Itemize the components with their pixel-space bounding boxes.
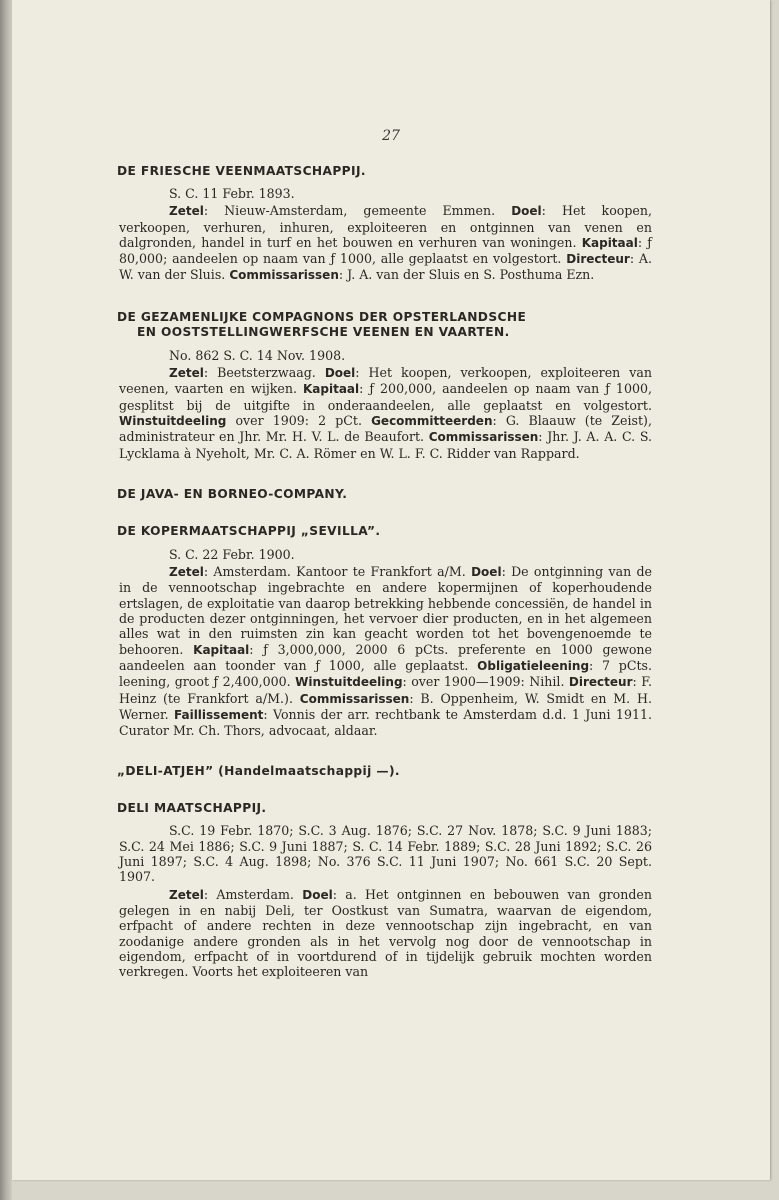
doel-text: : Het koopen, verkoopen, verhuren, inhuren, exploiteeren en ontginnen van venen en dalgronden, handel in turf en het bouwen en verhuren van woningen. xyxy=(119,203,652,250)
zetel-text: : Amsterdam. Kantoor te Frankfort a/M. xyxy=(203,564,466,580)
entry-title-deli: DELI MAATSCHAPPIJ. xyxy=(117,801,267,816)
kapitaal-label: Kapitaal xyxy=(302,382,360,397)
winstuitdeeling-label: Winstuitdeeling xyxy=(295,675,403,690)
commissarissen-text: : J. A. van der Sluis en S. Posthuma Ezn. xyxy=(338,267,595,283)
faillissement-label: Faillissement xyxy=(173,707,264,722)
doel-text: : Het koopen, verkoopen, exploiteeren van veenen, vaarten en wijken. xyxy=(119,365,653,397)
winstuitdeeling-label: Winstuitdeeling xyxy=(119,413,227,428)
zetel-text: : Nieuw-Amsterdam, gemeente Emmen. xyxy=(203,203,496,219)
title-line-1: DE GEZAMENLIJKE COMPAGNONS DER OPSTERLANDSCHE xyxy=(117,309,527,324)
gecommitteerden-label: Gecommitteerden xyxy=(371,413,493,428)
doel-label: Doel xyxy=(324,366,356,381)
gecommitteerden-text: : G. Blaauw (te Zeist), administrateur en Jhr. Mr. H. V. L. de Beaufort. xyxy=(119,412,652,445)
commissarissen-label: Commissarissen xyxy=(229,268,339,283)
zetel-text: : Amsterdam. xyxy=(203,886,294,902)
entry-body-opsterland xyxy=(119,365,652,461)
directeur-text: : A. W. van der Sluis. xyxy=(119,251,652,283)
directeur-label: Directeur xyxy=(566,252,630,267)
kapitaal-text: : ƒ 80,000; aandeelen op naam van ƒ 1000, alle geplaatst en volgestort. xyxy=(119,234,652,267)
kapitaal-label: Kapitaal xyxy=(581,235,638,250)
entry-title-sevilla: DE KOPERMAATSCHAPPIJ „SEVILLA”. xyxy=(117,523,381,538)
zetel-label: Zetel xyxy=(169,565,204,580)
doel-text: : De ontginning van de in de vennootschap ingebrachte en andere kopermijnen of koperhoudende ertslagen, de exploitatie van daarop betrekking hebbende concessiën, de handel in de producten dezer ontginningen, het vervoer dier producten, en in het algemeen alles wat in den ruimsten zin kan geacht worden tot het bovengenoemde te behooren. xyxy=(119,564,652,657)
obligatieleening-label: Obligatieleening xyxy=(477,658,590,673)
commissarissen-text: : B. Oppenheim, W. Smidt en M. H. Werner. xyxy=(119,690,652,722)
book-page xyxy=(12,0,770,1180)
zetel-label: Zetel xyxy=(169,204,204,219)
faillissement-text: : Vonnis der arr. rechtbank te Amsterdam d.d. 1 Juni 1911. Curator Mr. Ch. Thors, advocaat, aldaar. xyxy=(119,706,652,739)
entry-references-deli: S.C. 19 Febr. 1870; S.C. 3 Aug. 1876; S.C. 27 Nov. 1878; S.C. 9 Juni 1883; S.C. 24 Mei 1886; S.C. 9 Juni 1887; S. C. 14 Febr. 1889; S.C. 28 Juni 1892; S.C. 26 Juni 1897; S.C. 4 Aug. 1898; No. 376 S.C. 11 Juni 1907; No. 661 S.C. 20 Sept. 1907. xyxy=(119,823,652,885)
kapitaal-text: : ƒ 3,000,000, 2000 6 pCts. preferente en 1000 gewone aandeelen aan toonder van ƒ 1000, alle geplaatst. xyxy=(119,641,652,673)
title-line-2: EN OOSTSTELLINGWERFSCHE VEENEN EN VAARTEN. xyxy=(137,324,510,339)
directeur-text: : F. Heinz (te Frankfort a/M.). xyxy=(119,674,652,706)
commissarissen-text: : Jhr. J. A. A. C. S. Lycklama à Nyeholt, Mr. C. A. Römer en W. L. F. C. Ridder van Rappard. xyxy=(119,429,652,461)
zetel-label: Zetel xyxy=(169,887,204,902)
winstuitdeeling-text: : over 1900—1909: Nihil. xyxy=(402,674,565,690)
entry-title-deli-atjeh: „DELI-ATJEH” (Handelmaatschappij —). xyxy=(117,764,400,779)
winstuitdeeling-text: over 1909: 2 pCt. xyxy=(226,412,362,428)
commissarissen-label: Commissarissen xyxy=(299,691,410,706)
doel-text: : a. Het ontginnen en bebouwen van gronden gelegen in en nabij Deli, ter Oostkust van Sumatra, waarvan de eigendom, erfpacht of andere rechten in deze vennootschap zijn ingebracht, en van zoodanige andere gronden als in het vervolg nog door de vennootschap in eigendom, erfpacht of in voortdurend of in tijdelijk gebruik mochten worden verkregen. Voorts het exploiteeren van xyxy=(119,886,652,980)
doel-label: Doel xyxy=(471,565,502,580)
doel-label: Doel xyxy=(511,204,542,219)
page-content xyxy=(119,164,652,979)
zetel-label: Zetel xyxy=(169,366,204,381)
entry-body-friesche xyxy=(119,203,652,283)
directeur-label: Directeur xyxy=(568,675,633,690)
kapitaal-text: : ƒ 200,000, aandeelen op naam van ƒ 1000, gesplitst bij de uitgifte in onderaandeelen, alle geplaatst en volgestort. xyxy=(119,381,652,413)
entry-reference: No. 862 S. C. 14 Nov. 1908. xyxy=(169,347,346,363)
entry-body-sevilla xyxy=(119,564,652,738)
entry-title-opsterland xyxy=(117,310,652,340)
doel-label: Doel xyxy=(302,887,333,902)
entry-title-java: DE JAVA- EN BORNEO-COMPANY. xyxy=(117,486,348,501)
book-spine xyxy=(0,0,12,1200)
obligatieleening-text: : 7 pCts. leening, groot ƒ 2,400,000. xyxy=(119,657,652,690)
kapitaal-label: Kapitaal xyxy=(193,642,250,657)
zetel-text: : Beetsterzwaag. xyxy=(203,365,316,381)
entry-title-friesche: DE FRIESCHE VEENMAATSCHAPPIJ. xyxy=(117,164,366,178)
page-number: 27 xyxy=(382,128,400,144)
entry-body-deli xyxy=(119,887,652,980)
entry-reference: S. C. 22 Febr. 1900. xyxy=(169,546,295,562)
entry-reference: S. C. 11 Febr. 1893. xyxy=(169,186,295,201)
commissarissen-label: Commissarissen xyxy=(428,430,539,445)
